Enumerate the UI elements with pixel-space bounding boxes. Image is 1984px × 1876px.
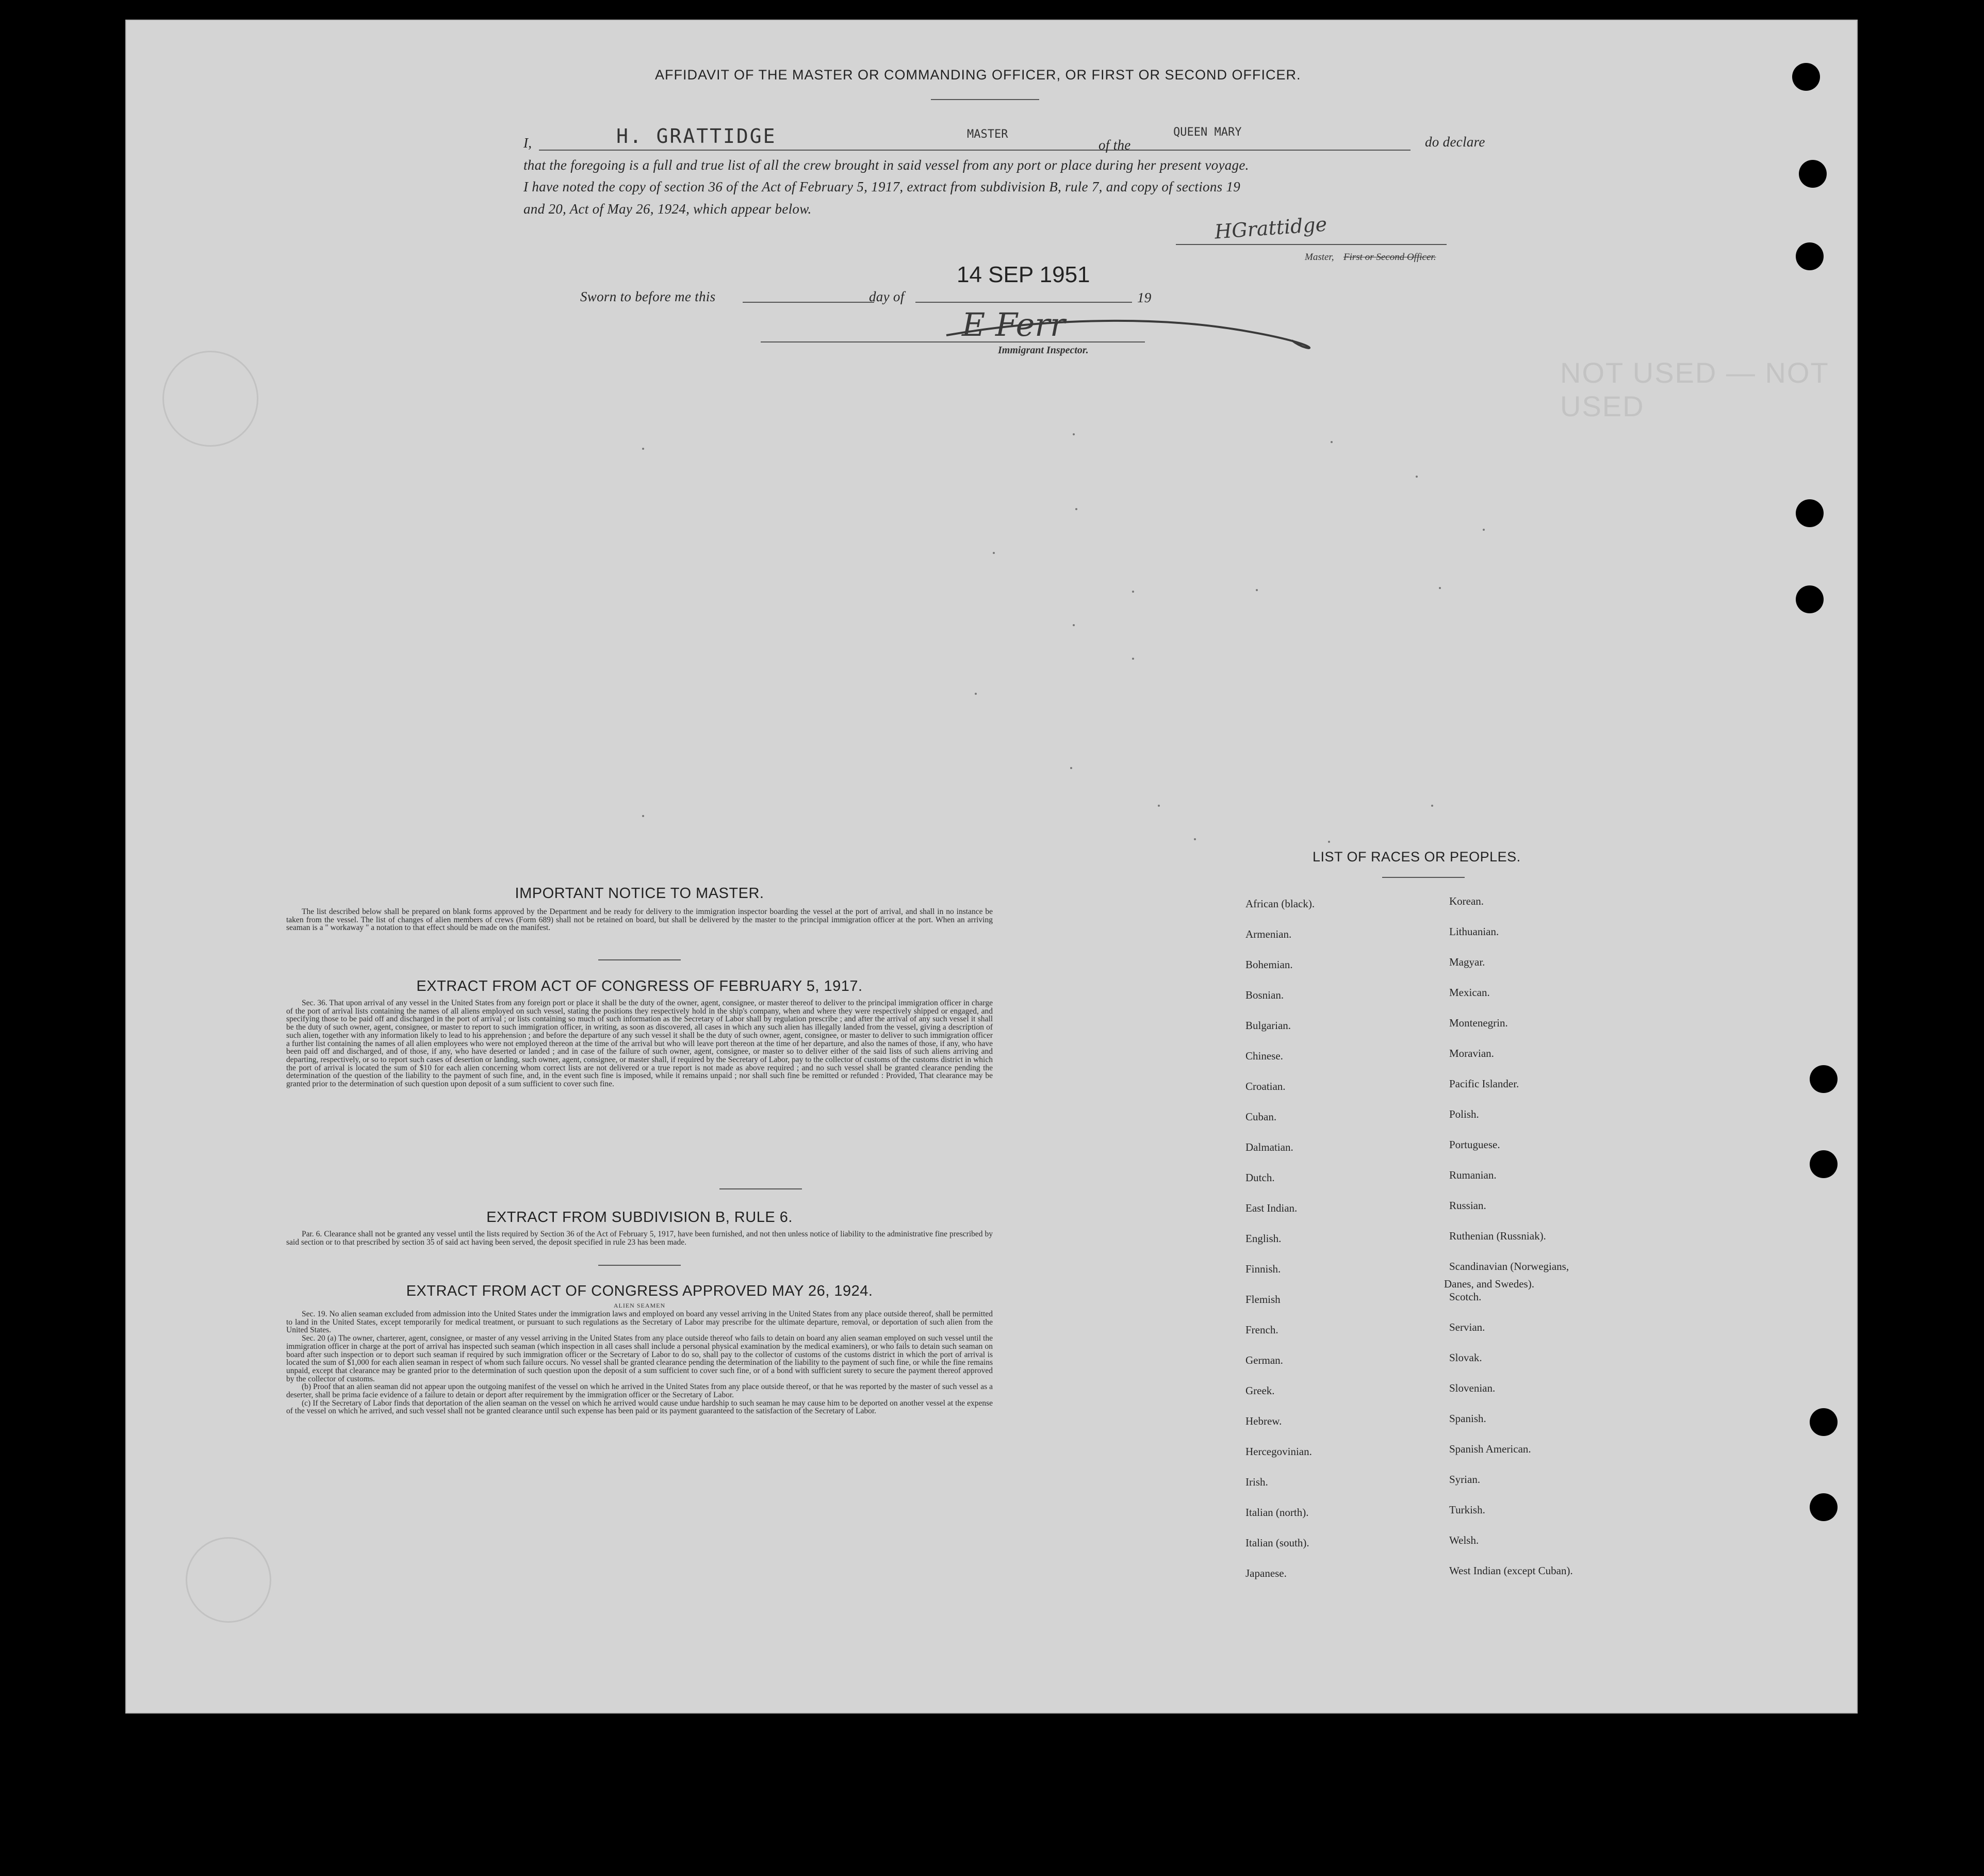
sworn-day-rule — [743, 302, 874, 303]
vessel-name: QUEEN MARY — [1173, 126, 1242, 139]
master-signature: HGrattidge — [1214, 213, 1328, 243]
title-rule — [931, 99, 1039, 100]
extract-1924-title: EXTRACT FROM ACT OF CONGRESS APPROVED MAY 26, 1924. — [406, 1283, 873, 1299]
race-right-item: Russian. — [1449, 1199, 1486, 1212]
race-left-item: Dalmatian. — [1245, 1141, 1293, 1153]
signature-rule — [1176, 244, 1447, 245]
race-left-item: Flemish — [1245, 1293, 1281, 1306]
race-right-item: Welsh. — [1449, 1534, 1479, 1546]
month-rule — [915, 302, 1132, 303]
race-right-item: Slovenian. — [1449, 1382, 1496, 1394]
race-left-item: Cuban. — [1245, 1111, 1277, 1123]
crew-dot — [1132, 591, 1134, 593]
race-right-item: Spanish. — [1449, 1412, 1486, 1425]
punch-hole — [1810, 1493, 1838, 1521]
race-right-item: Scandinavian (Norwegians, — [1449, 1260, 1569, 1273]
crew-dot — [642, 815, 644, 817]
race-left-item: German. — [1245, 1354, 1283, 1366]
i-label: I, — [523, 135, 532, 151]
race-left-item: Hebrew. — [1245, 1415, 1282, 1427]
do-declare-label: do declare — [1425, 134, 1485, 150]
crew-dot — [1328, 841, 1330, 843]
separator — [719, 1188, 802, 1189]
race-left-item: Armenian. — [1245, 928, 1292, 940]
crew-dot — [1439, 587, 1441, 589]
crew-dot — [1483, 529, 1485, 531]
race-right-item: Rumanian. — [1449, 1169, 1497, 1181]
crew-dot — [993, 552, 995, 554]
race-right-item: Slovak. — [1449, 1351, 1482, 1364]
race-right-item: Pacific Islander. — [1449, 1078, 1519, 1090]
race-left-item: Italian (south). — [1245, 1537, 1309, 1549]
notice-paragraph: The list described below shall be prepared on blank forms approved by the Department and be ready for delivery to the immigration inspector boarding the vessel at the port of arrival, and shall in no instance be taken from the vessel. The list of changes of alien members of crews (Form 689) shall not be retained on board, but shall be delivered by the master to the principal immigration officer at the port. When an arriving seaman is a " workaway " a notation to that effect should be made on the manifest. — [286, 907, 993, 933]
race-left-item: Finnish. — [1245, 1263, 1281, 1275]
race-left-item: Bosnian. — [1245, 989, 1284, 1001]
race-right-item: Servian. — [1449, 1321, 1485, 1333]
race-left-item: Bohemian. — [1245, 958, 1293, 971]
affidavit-title: AFFIDAVIT OF THE MASTER OR COMMANDING OFFICER, OR FIRST OR SECOND OFFICER. — [655, 67, 1301, 83]
race-left-item: English. — [1245, 1232, 1282, 1245]
inspector-signature-flourish — [931, 309, 1323, 356]
punch-hole — [1810, 1150, 1838, 1178]
race-right-item: Lithuanian. — [1449, 925, 1499, 938]
race-right-item: Portuguese. — [1449, 1138, 1500, 1151]
race-left-item: Chinese. — [1245, 1050, 1283, 1062]
crew-dot — [1075, 508, 1077, 510]
punch-hole — [1810, 1408, 1838, 1436]
crew-dot — [1331, 441, 1333, 443]
sworn-label: Sworn to before me this — [580, 289, 716, 304]
race-right-item: Magyar. — [1449, 956, 1485, 968]
crew-dot — [1416, 476, 1418, 478]
crew-dot — [1132, 658, 1134, 660]
punch-hole — [1799, 160, 1827, 188]
sec-20a-paragraph: Sec. 20 (a) The owner, charterer, agent, consignee, or master of any vessel arriving in the United States from any place outside thereof who fails to detain on board any alien seaman employed on such vessel until the immigration officer in charge at the port of arrival has inspected such seaman (which inspection in all cases shall include a personal physical examination by the medical examiners), or who fails to detain such seaman on board after such inspection or to deport such seaman if required by such immigration officer or the Secretary of Labor to do so, shall pay to the collector of customs of the customs district in which the port of arrival is located the sum of $1,000 for each alien seaman in respect of whom such failure occurs. No vessel shall be granted clearance pending the determination of the liability to the payment of such fine, or while the fine remains unpaid, except that clearance may be granted prior to the determination of such question upon the deposit of a sum sufficient to cover such fine, or of a bond with sufficient surety to secure the payment thereof approved by the collector of customs. — [286, 1334, 993, 1383]
affidavit-line-3: I have noted the copy of section 36 of the Act of February 5, 1917, extract from subdivision B, rule 7, and copy of sections 19 — [523, 179, 1241, 194]
crew-dot — [1070, 767, 1072, 769]
date-stamp: 14 SEP 1951 — [957, 262, 1090, 287]
day-of-label: day of — [869, 289, 905, 304]
race-left-item: East Indian. — [1245, 1202, 1298, 1214]
race-right-item: Turkish. — [1449, 1504, 1485, 1516]
inspector-signature: E Ferr — [962, 306, 1065, 344]
race-left-item: African (black). — [1245, 898, 1315, 910]
affidavit-line-4: and 20, Act of May 26, 1924, which appear below. — [523, 201, 812, 217]
crew-dot — [642, 448, 644, 450]
races-title: LIST OF RACES OR PEOPLES. — [1313, 849, 1521, 864]
race-left-item: Dutch. — [1245, 1171, 1275, 1184]
race-left-item: Italian (north). — [1245, 1506, 1309, 1519]
separator — [1382, 877, 1465, 878]
race-left-item: Irish. — [1245, 1476, 1268, 1488]
crew-dot — [1073, 624, 1075, 626]
alien-seamen-subtitle: ALIEN SEAMEN — [613, 1302, 666, 1309]
punch-hole — [1796, 585, 1824, 613]
punch-hole — [1796, 242, 1824, 270]
inspector-rule — [761, 341, 1145, 342]
master-name: H. GRATTIDGE — [616, 125, 777, 148]
extract-1917-title: EXTRACT FROM ACT OF CONGRESS OF FEBRUARY 5, 1917. — [416, 978, 863, 994]
notice-body — [286, 908, 993, 932]
race-left-item: Greek. — [1245, 1384, 1275, 1397]
extract-rule6-body — [286, 1230, 993, 1246]
crew-dot — [1431, 805, 1433, 807]
faint-seal — [186, 1537, 271, 1623]
sec-20b-paragraph: (b) Proof that an alien seaman did not appear upon the outgoing manifest of the vessel on which he arrived in the United States from any place outside thereof, or that he was reported by the master of such vessel as a deserter, shall be prima facie evidence of a failure to detain or deport after requirement by the immigration officer or the Secretary of Labor. — [286, 1382, 993, 1400]
race-right-item: Moravian. — [1449, 1047, 1494, 1059]
crew-dot — [1194, 838, 1196, 840]
crew-dot — [1073, 433, 1075, 435]
extract-1917-body — [286, 999, 993, 1088]
affidavit-line-2: that the foregoing is a full and true list of all the crew brought in said vessel from any port or place during her present voyage. — [523, 157, 1249, 173]
race-right-item: Mexican. — [1449, 986, 1490, 999]
sec-36-paragraph: Sec. 36. That upon arrival of any vessel in the United States from any foreign port or place it shall be the duty of the owner, agent, consignee, or master thereof to deliver to the principal immigration officer in charge of the port of arrival lists containing the names of all aliens employed on such vessel, stating the positions they respectively hold in the ship's company, when and where they were respectively shipped or engaged, and specifying those to be paid off and discharged in the port of arrival ; or lists containing so much of such information as the Secretary of Labor shall by regulation prescribe ; and after the arrival of any such vessel it shall be the duty of such owner, agent, consignee, or master to report to such immigration officer, in writing, as soon as discovered, all cases in which any such alien has illegally landed from the vessel, giving a description of such alien, together with any information likely to lead to his apprehension ; and before the departure of any such vessel it shall be the duty of such owner, agent, consignee, or master to deliver to such immigration officer a further list containing the names of all alien employees who were not employed thereon at the time of the arrival but who will leave port thereon at the time of her departure, and also the names of those, if any, who have been paid off and discharged, and of those, if any, who have deserted or landed ; and in case of the failure of such owner, agent, consignee, or master so to deliver either of the said lists of such aliens arriving and departing, respectively, or so to report such cases of desertion or landing, such owner, agent, consignee, or master shall, if required by the Secretary of Labor, pay to the collector of customs of the customs district in which the port of arrival is located the sum of $10 for each alien concerning whom correct lists are not delivered or a true report is not made as above required ; and no such vessel shall be granted clearance pending the determination of the question of the liability to the payment of such fine, and, in the event such fine is imposed, while it remains unpaid ; nor shall such fine be remitted or refunded : Provided, That clearance may be granted prior to the determination of such question upon deposit of a sum sufficient to cover such fine. — [286, 999, 993, 1089]
punch-hole — [1810, 1065, 1838, 1093]
bleed-through-text: NOT USED — NOT USED — [1560, 356, 1829, 422]
race-left-item: French. — [1245, 1324, 1278, 1336]
notice-title: IMPORTANT NOTICE TO MASTER. — [515, 885, 764, 902]
race-scandinavian-cont: Danes, and Swedes). — [1444, 1278, 1534, 1290]
document-page — [126, 21, 1857, 1712]
crew-dot — [1158, 805, 1160, 807]
race-left-item: Bulgarian. — [1245, 1019, 1291, 1032]
race-left-item: Japanese. — [1245, 1567, 1287, 1579]
vessel-rule — [1153, 150, 1411, 151]
race-right-item: Scotch. — [1449, 1291, 1482, 1303]
master-label: Master, — [1305, 252, 1334, 263]
race-left-item: Hercegovinian. — [1245, 1445, 1312, 1458]
par-6-paragraph: Par. 6. Clearance shall not be granted any vessel until the lists required by Section 36 of the Act of February 5, 1917, have been furnished, and not then unless notice of liability to the administrative fine prescribed by said section or to that prescribed by section 35 of said act having been served, the deposit specified in rule 23 has been made. — [286, 1230, 993, 1247]
sec-19-paragraph: Sec. 19. No alien seaman excluded from admission into the United States under the immigration laws and employed on board any vessel arriving in the United States from any place outside thereof, shall be permitted to land in the United States, except temporarily for medical treatment, or pursuant to such regulations as the Secretary of Labor may prescribe for the ultimate departure, removal, or deportation of such alien from the United States. — [286, 1310, 993, 1335]
inspector-label: Immigrant Inspector. — [998, 345, 1089, 356]
year-prefix: 19 — [1137, 290, 1152, 305]
separator — [598, 1265, 681, 1266]
of-the-label: of the — [1098, 137, 1131, 153]
faint-seal — [162, 351, 258, 447]
master-rank: MASTER — [967, 128, 1008, 141]
punch-hole — [1792, 63, 1820, 91]
race-right-item: Montenegrin. — [1449, 1017, 1508, 1029]
race-right-item: Polish. — [1449, 1108, 1479, 1120]
name-rule — [539, 150, 1160, 151]
race-right-item: Spanish American. — [1449, 1443, 1531, 1455]
punch-hole — [1796, 499, 1824, 527]
race-right-item: West Indian (except Cuban). — [1449, 1564, 1573, 1577]
race-right-item: Korean. — [1449, 895, 1484, 907]
struck-officer-label: First or Second Officer. — [1343, 252, 1436, 263]
sec-20c-paragraph: (c) If the Secretary of Labor finds that deportation of the alien seaman on the vessel on which he arrived would cause undue hardship to such seaman he may cause him to be deported on another vessel at the expense of the vessel on which he arrived, and such vessel shall not be granted clearance until such expense has been paid or its payment guaranteed to the satisfaction of the Secretary of Labor. — [286, 1398, 993, 1416]
crew-dot — [975, 693, 977, 695]
race-left-item: Croatian. — [1245, 1080, 1286, 1092]
extract-1924-body — [286, 1310, 993, 1415]
crew-dot — [1256, 589, 1258, 591]
race-right-item: Syrian. — [1449, 1473, 1481, 1486]
separator — [598, 959, 681, 960]
extract-rule6-title: EXTRACT FROM SUBDIVISION B, RULE 6. — [486, 1209, 793, 1226]
race-right-item: Ruthenian (Russniak). — [1449, 1230, 1546, 1242]
